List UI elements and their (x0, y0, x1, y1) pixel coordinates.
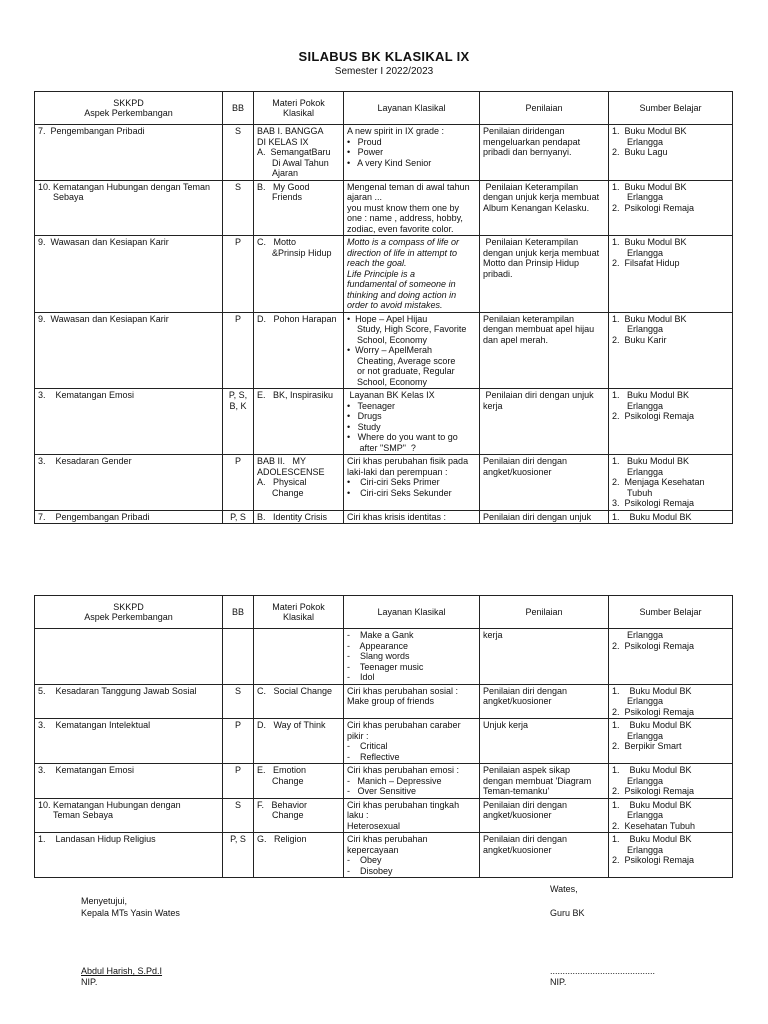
cell-layanan (344, 684, 480, 719)
cell-line: • Proud (347, 136, 382, 147)
cell-line: Di Awal Tahun (257, 157, 329, 168)
cell-penilaian (480, 125, 609, 181)
cell-line: 1. Buku Modul BK (612, 799, 692, 810)
cell-materi (254, 510, 344, 524)
cell-line: 2. Psikologi Remaja (612, 855, 695, 865)
cell-line: Mengenal teman di awal tahun (347, 181, 470, 192)
principal-role: Kepala MTs Yasin Wates (81, 908, 180, 918)
cell-layanan (344, 389, 480, 455)
cell-line: P, S (230, 511, 246, 522)
cell-line: pribadi. (483, 268, 513, 279)
cell-penilaian (480, 629, 609, 685)
cell-aspek (35, 389, 223, 455)
table-row (35, 389, 733, 455)
cell-line: Penilaian diridengan (483, 126, 565, 136)
header-bb: BB (223, 92, 254, 125)
counselor-nip: NIP. (550, 977, 567, 987)
cell-line: 7. Pengembangan Pribadi (38, 126, 145, 136)
cell-line: 1. Buku Modul BK (612, 834, 692, 844)
cell-line: Friends (257, 192, 303, 202)
cell-line: 1. Buku Modul BK (612, 237, 687, 247)
cell-penilaian (480, 180, 609, 236)
cell-line: Ciri khas perubahan emosi : (347, 765, 460, 775)
cell-line: angket/kuosioner (483, 696, 552, 706)
cell-penilaian (480, 833, 609, 878)
cell-line: after "SMP" ? (347, 442, 416, 453)
cell-line: Erlangga (612, 775, 664, 786)
cell-line: BAB I. BANGGA (257, 126, 324, 136)
cell-layanan (344, 125, 480, 181)
cell-line: Sebaya (38, 192, 84, 202)
cell-line: 1. Buku Modul BK (612, 181, 687, 192)
cell-layanan (344, 236, 480, 313)
cell-bb (223, 312, 254, 389)
header-aspek: SKKPD Aspek Perkembangan (35, 92, 223, 125)
cell-line: • Power (347, 147, 384, 157)
cell-line: School, Economy (347, 376, 428, 387)
cell-aspek (35, 833, 223, 878)
cell-line: A. Physical (257, 477, 307, 487)
cell-sumber (609, 833, 733, 878)
cell-line: Life Principle is a (347, 268, 416, 279)
table-header-row (35, 596, 733, 629)
cell-aspek (35, 684, 223, 719)
cell-layanan (344, 629, 480, 685)
cell-line: Erlangga (612, 810, 664, 820)
cell-line: 9. Wawasan dan Kesiapan Karir (38, 237, 169, 247)
syllabus-table-page-1 (34, 91, 733, 524)
cell-line: Penilaian aspek sikap (483, 765, 571, 775)
counselor-name: .......................................... (550, 966, 656, 976)
cell-penilaian (480, 684, 609, 719)
cell-layanan (344, 510, 480, 524)
cell-line: 1. Buku Modul BK (612, 313, 687, 324)
cell-line: 2. Psikologi Remaja (612, 786, 695, 796)
cell-line: - Reflective (347, 751, 400, 762)
cell-line: Ciri khas perubahan fisik pada (347, 456, 469, 466)
table-row (35, 629, 733, 685)
cell-line: dan apel merah. (483, 334, 549, 345)
cell-line: 1. Buku Modul BK (612, 126, 687, 136)
cell-sumber (609, 312, 733, 389)
table-row (35, 125, 733, 181)
cell-line: reach the goal. (347, 258, 407, 268)
cell-line: Ciri khas perubahan sosial : (347, 685, 459, 696)
cell-materi (254, 719, 344, 764)
cell-sumber (609, 764, 733, 799)
cell-layanan (344, 798, 480, 833)
cell-materi (254, 455, 344, 511)
cell-line: • Ciri-ciri Seks Primer (347, 477, 440, 487)
cell-line: Erlangga (612, 696, 664, 706)
header-sumber: Sumber Belajar (609, 596, 733, 629)
cell-line: thinking and doing action in (347, 289, 457, 300)
cell-aspek (35, 236, 223, 313)
cell-penilaian (480, 455, 609, 511)
cell-penilaian (480, 389, 609, 455)
cell-line: laku : (347, 810, 369, 820)
cell-line: F. Behavior (257, 799, 308, 810)
cell-sumber (609, 180, 733, 236)
cell-line: B, K (229, 400, 247, 411)
cell-line: - Manich – Depressive (347, 775, 442, 786)
cell-line: • Drugs (347, 411, 382, 421)
cell-line: - Disobey (347, 865, 393, 876)
cell-line: • Hope – Apel Hijau (347, 313, 428, 324)
counselor-role: Guru BK (550, 908, 585, 918)
table-row (35, 236, 733, 313)
cell-line: dengan unjuk kerja membuat (483, 247, 600, 258)
header-penilaian: Penilaian (480, 596, 609, 629)
cell-bb (223, 236, 254, 313)
cell-line: B. Identity Crisis (257, 511, 328, 522)
cell-line: - Slang words (347, 651, 410, 661)
syllabus-table-page-2 (34, 595, 733, 878)
cell-bb (223, 798, 254, 833)
cell-line: Ciri khas perubahan (347, 834, 428, 844)
cell-line: A new spirit in IX grade : (347, 126, 445, 136)
cell-line: 2. Psikologi Remaja (612, 640, 695, 651)
cell-line: Penilaian Keterampilan (483, 181, 579, 192)
cell-sumber (609, 125, 733, 181)
cell-line: fundamental of someone in (347, 279, 456, 289)
table-row (35, 510, 733, 524)
cell-line: S (234, 181, 241, 192)
cell-line: 3. Kematangan Intelektual (38, 720, 151, 730)
cell-line: 3. Kesadaran Gender (38, 456, 132, 466)
cell-line: 2. Psikologi Remaja (612, 706, 695, 717)
table-row (35, 764, 733, 799)
cell-line: E. BK, Inspirasiku (257, 390, 334, 400)
cell-line: Tubuh (612, 487, 653, 498)
cell-line: direction of life in attempt to (347, 247, 458, 258)
header-penilaian: Penilaian (480, 92, 609, 125)
cell-line: angket/kuosioner (483, 844, 552, 855)
cell-bb (223, 125, 254, 181)
cell-layanan (344, 719, 480, 764)
cell-bb (223, 629, 254, 685)
cell-line: order to avoid mistakes. (347, 300, 443, 310)
cell-line: P, S (230, 834, 246, 844)
cell-penilaian (480, 236, 609, 313)
principal-name: Abdul Harish, S.Pd.I (81, 966, 163, 976)
header-layanan: Layanan Klasikal (344, 92, 480, 125)
cell-aspek (35, 719, 223, 764)
table-row (35, 684, 733, 719)
cell-line: kerja (483, 400, 503, 411)
principal-nip: NIP. (81, 977, 98, 987)
table-row (35, 455, 733, 511)
cell-line: - Over Sensitive (347, 786, 417, 796)
header-aspek: SKKPD Aspek Perkembangan (35, 596, 223, 629)
cell-line: S (234, 126, 241, 136)
cell-sumber (609, 389, 733, 455)
cell-line: one : name , address, hobby, (347, 213, 463, 223)
cell-line: pribadi dan bernyanyi. (483, 147, 572, 157)
cell-line: Penilaian diri dengan (483, 834, 568, 844)
cell-line: Ciri khas krisis identitas : (347, 511, 447, 522)
approval-label: Menyetujui, (81, 896, 128, 906)
cell-line: Erlangga (612, 247, 664, 258)
cell-line: Change (257, 810, 304, 820)
cell-materi (254, 798, 344, 833)
cell-penilaian (480, 510, 609, 524)
cell-line: &Prinsip Hidup (257, 247, 332, 258)
cell-line: Penilaian diri dengan (483, 799, 568, 810)
cell-line: • Teenager (347, 400, 396, 411)
cell-line: 7. Pengembangan Pribadi (38, 511, 150, 522)
cell-layanan (344, 312, 480, 389)
cell-line: 1. Buku Modul BK (612, 765, 692, 775)
cell-line: 10. Kematangan Hubungan dengan (38, 799, 181, 810)
cell-penilaian (480, 764, 609, 799)
cell-line: C. Motto (257, 237, 297, 247)
cell-penilaian (480, 312, 609, 389)
cell-line: 3. Kematangan Emosi (38, 390, 135, 400)
cell-line: Erlangga (612, 136, 664, 147)
cell-line: Penilaian Keterampilan (483, 237, 579, 247)
header-materi: Materi Pokok Klasikal (254, 596, 344, 629)
cell-line: zodiac, even favorite color. (347, 223, 454, 234)
cell-line: angket/kuosioner (483, 466, 552, 477)
cell-line: 3. Kematangan Emosi (38, 765, 135, 775)
cell-line: Penilaian diri dengan (483, 456, 568, 466)
cell-materi (254, 764, 344, 799)
cell-line: Layanan BK Kelas IX (347, 390, 435, 400)
cell-line: Study, High Score, Favorite (347, 324, 467, 334)
cell-line: 1. Buku Modul BK (612, 390, 690, 400)
cell-line: 2. Buku Lagu (612, 147, 668, 157)
cell-bb (223, 455, 254, 511)
cell-line: dengan unjuk kerja membuat (483, 192, 600, 202)
cell-bb (223, 389, 254, 455)
cell-line: 10. Kematangan Hubungan dengan Teman (38, 181, 210, 192)
cell-line: - Teenager music (347, 661, 424, 672)
cell-sumber (609, 236, 733, 313)
cell-line: or not graduate, Regular (347, 366, 455, 376)
cell-bb (223, 510, 254, 524)
cell-line: Penilaian diri dengan unjuk (483, 511, 592, 522)
cell-aspek (35, 180, 223, 236)
cell-line: 3. Psikologi Remaja (612, 498, 695, 508)
cell-layanan (344, 455, 480, 511)
cell-line: 2. Psikologi Remaja (612, 202, 695, 213)
cell-materi (254, 312, 344, 389)
cell-line: 2. Menjaga Kesehatan (612, 477, 705, 487)
cell-line: P, S, (228, 390, 248, 400)
cell-line: pikir : (347, 730, 369, 741)
cell-line: Erlangga (612, 192, 664, 202)
cell-line: 2. Berpikir Smart (612, 741, 682, 751)
cell-line: B. My Good (257, 181, 310, 192)
cell-line: P (234, 237, 241, 247)
cell-line: 2. Filsafat Hidup (612, 258, 680, 268)
table-row (35, 312, 733, 389)
cell-line: Penilaian diri dengan (483, 685, 568, 696)
cell-line: - Idol (347, 672, 375, 682)
cell-line: laki-laki dan perempuan : (347, 466, 448, 477)
cell-line: 1. Landasan Hidup Religius (38, 834, 156, 844)
cell-line: G. Religion (257, 834, 307, 844)
cell-line: Erlangga (612, 466, 664, 477)
cell-line: 2. Psikologi Remaja (612, 411, 695, 421)
cell-aspek (35, 798, 223, 833)
cell-line: School, Economy (347, 334, 428, 345)
cell-line: Teman-temanku' (483, 786, 550, 796)
cell-line: Erlangga (612, 630, 664, 640)
cell-penilaian (480, 798, 609, 833)
cell-aspek (35, 629, 223, 685)
header-layanan: Layanan Klasikal (344, 596, 480, 629)
cell-line: ADOLESCENSE (257, 466, 325, 477)
cell-layanan (344, 833, 480, 878)
place-label: Wates, (550, 884, 578, 894)
cell-aspek (35, 312, 223, 389)
cell-line: 9. Wawasan dan Kesiapan Karir (38, 313, 169, 324)
cell-line: Erlangga (612, 400, 664, 411)
cell-line: - Appearance (347, 640, 409, 651)
table-row (35, 180, 733, 236)
cell-line: 1. Buku Modul BK (612, 456, 690, 466)
document-title: SILABUS BK KLASIKAL IX (298, 49, 470, 64)
cell-line: mengeluarkan pendapat (483, 136, 581, 147)
cell-line: S (234, 685, 241, 696)
cell-line: Motto is a compass of life or (347, 237, 460, 247)
cell-materi (254, 236, 344, 313)
cell-line: Penilaian diri dengan unjuk (483, 390, 594, 400)
cell-line: Ciri khas perubahan tingkah (347, 799, 460, 810)
cell-line: Motto dan Prinsip Hidup (483, 258, 580, 268)
cell-line: Teman Sebaya (38, 810, 114, 820)
cell-aspek (35, 125, 223, 181)
cell-aspek (35, 510, 223, 524)
cell-line: • Worry – ApelMerah (347, 345, 433, 355)
header-bb: BB (223, 596, 254, 629)
cell-line: - Obey (347, 855, 382, 865)
cell-line: Erlangga (612, 324, 664, 334)
cell-line: S (234, 799, 241, 810)
cell-line: Unjuk kerja (483, 720, 529, 730)
header-materi: Materi Pokok Klasikal (254, 92, 344, 125)
cell-bb (223, 719, 254, 764)
cell-layanan (344, 180, 480, 236)
cell-line: D. Way of Think (257, 720, 326, 730)
cell-bb (223, 684, 254, 719)
table-row (35, 798, 733, 833)
cell-line: - Critical (347, 741, 388, 751)
cell-line: Ciri khas perubahan caraber (347, 720, 461, 730)
cell-sumber (609, 510, 733, 524)
cell-line: • A very Kind Senior (347, 157, 432, 168)
cell-line: you must know them one by (347, 202, 460, 213)
cell-aspek (35, 455, 223, 511)
cell-line: Erlangga (612, 730, 664, 741)
cell-line: - Make a Gank (347, 630, 414, 640)
cell-line: BAB II. MY (257, 456, 307, 466)
cell-materi (254, 125, 344, 181)
cell-line: E. Emotion (257, 765, 307, 775)
cell-line: P (234, 720, 241, 730)
cell-line: P (234, 765, 241, 775)
cell-line: Change (257, 487, 304, 498)
cell-sumber (609, 798, 733, 833)
cell-line: Penilaian keterampilan (483, 313, 575, 324)
cell-line: P (234, 313, 241, 324)
cell-line: P (234, 456, 241, 466)
cell-sumber (609, 455, 733, 511)
cell-line: Ajaran (257, 168, 299, 178)
header-sumber: Sumber Belajar (609, 92, 733, 125)
cell-line: DI KELAS IX (257, 136, 309, 147)
cell-line: dengan membuat 'Diagram (483, 775, 592, 786)
cell-line: ajaran ... (347, 192, 383, 202)
cell-bb (223, 833, 254, 878)
cell-materi (254, 629, 344, 685)
cell-line: kerja (483, 630, 503, 640)
cell-bb (223, 764, 254, 799)
table-header-row (35, 92, 733, 125)
cell-line: 2. Kesehatan Tubuh (612, 820, 696, 831)
cell-materi (254, 180, 344, 236)
cell-line: Erlangga (612, 844, 664, 855)
table-row (35, 833, 733, 878)
cell-sumber (609, 629, 733, 685)
cell-materi (254, 389, 344, 455)
cell-materi (254, 833, 344, 878)
cell-aspek (35, 764, 223, 799)
cell-line: 1. Buku Modul BK (612, 685, 692, 696)
cell-line: Make group of friends (347, 696, 435, 706)
cell-line: • Where do you want to go (347, 432, 458, 442)
cell-line: kepercayaan (347, 844, 399, 855)
cell-sumber (609, 719, 733, 764)
cell-line: angket/kuosioner (483, 810, 552, 820)
cell-line: Heterosexual (347, 820, 401, 831)
cell-line: Cheating, Average score (347, 355, 456, 366)
cell-line: Album Kenangan Kelasku. (483, 202, 590, 213)
document-subtitle: Semester I 2022/2023 (334, 66, 434, 77)
cell-line: dengan membuat apel hijau (483, 324, 595, 334)
cell-materi (254, 684, 344, 719)
cell-line: 1. Buku Modul BK (612, 511, 692, 522)
cell-line: 2. Buku Karir (612, 334, 667, 345)
cell-line: Change (257, 775, 304, 786)
cell-line: 1. Buku Modul BK (612, 720, 692, 730)
cell-layanan (344, 764, 480, 799)
cell-line: • Study (347, 421, 381, 432)
cell-line: • Ciri-ciri Seks Sekunder (347, 487, 452, 498)
cell-line: A. SemangatBaru (257, 147, 331, 157)
cell-bb (223, 180, 254, 236)
cell-line: D. Pohon Harapan (257, 313, 337, 324)
cell-penilaian (480, 719, 609, 764)
table-row (35, 719, 733, 764)
cell-sumber (609, 684, 733, 719)
cell-line: C. Social Change (257, 685, 333, 696)
cell-line: 5. Kesadaran Tanggung Jawab Sosial (38, 685, 197, 696)
